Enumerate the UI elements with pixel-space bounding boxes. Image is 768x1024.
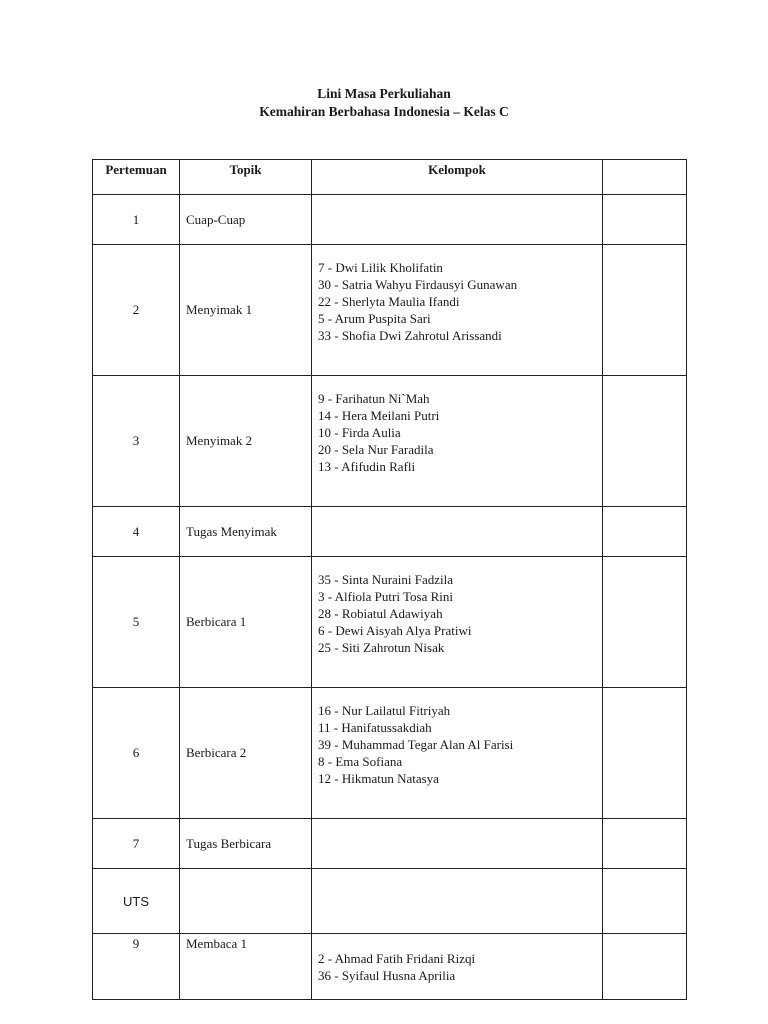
cell-topik: Berbicara 2 <box>180 688 312 819</box>
table-row <box>93 557 687 688</box>
document-title: Lini Masa Perkuliahan <box>317 86 451 101</box>
cell-kelompok <box>312 688 603 819</box>
cell-kelompok <box>312 819 603 869</box>
member-name: 16 - Nur Lailatul Fitriyah <box>318 703 451 718</box>
table-header-row <box>93 160 687 195</box>
member-name: 35 - Sinta Nuraini Fadzila <box>318 572 454 587</box>
member-name: 11 - Hanifatussakdiah <box>318 720 432 735</box>
member-name: 22 - Sherlyta Maulia Ifandi <box>318 294 460 309</box>
member-name: 39 - Muhammad Tegar Alan Al Farisi <box>318 737 514 752</box>
cell-topik: Tugas Berbicara <box>180 819 312 869</box>
cell-extra <box>603 376 687 507</box>
cell-topik: Menyimak 2 <box>180 376 312 507</box>
cell-topik: Berbicara 1 <box>180 557 312 688</box>
member-name: 8 - Ema Sofiana <box>318 754 403 769</box>
cell-kelompok <box>312 245 603 376</box>
cell-extra <box>603 507 687 557</box>
table-row <box>93 245 687 376</box>
member-name: 5 - Arum Puspita Sari <box>318 311 431 326</box>
cell-extra <box>603 195 687 245</box>
member-name: 36 - Syifaul Husna Aprilia <box>318 968 456 983</box>
header-kelompok: Kelompok <box>312 160 603 195</box>
member-name: 30 - Satria Wahyu Firdausyi Gunawan <box>318 277 518 292</box>
cell-extra <box>603 819 687 869</box>
member-name: 10 - Firda Aulia <box>318 425 401 440</box>
cell-topik: Membaca 1 <box>180 934 312 1000</box>
cell-extra <box>603 934 687 1000</box>
member-name: 12 - Hikmatun Natasya <box>318 771 439 786</box>
member-name: 13 - Afifudin Rafli <box>318 459 416 474</box>
cell-extra <box>603 557 687 688</box>
cell-kelompok <box>312 934 603 1000</box>
cell-kelompok <box>312 557 603 688</box>
member-name: 2 - Ahmad Fatih Fridani Rizqi <box>318 951 476 966</box>
cell-kelompok <box>312 376 603 507</box>
cell-pertemuan: 1 <box>93 195 180 245</box>
cell-kelompok <box>312 195 603 245</box>
table-row <box>93 507 687 557</box>
member-name: 25 - Siti Zahrotun Nisak <box>318 640 445 655</box>
document-subtitle: Kemahiran Berbahasa Indonesia – Kelas C <box>259 104 509 119</box>
cell-extra <box>603 869 687 934</box>
cell-kelompok <box>312 869 603 934</box>
member-name: 6 - Dewi Aisyah Alya Pratiwi <box>318 623 472 638</box>
cell-pertemuan: 4 <box>93 507 180 557</box>
table-row <box>93 376 687 507</box>
cell-pertemuan: 3 <box>93 376 180 507</box>
cell-extra <box>603 245 687 376</box>
cell-topik <box>180 869 312 934</box>
table-row <box>93 869 687 934</box>
cell-topik: Menyimak 1 <box>180 245 312 376</box>
schedule-table <box>92 159 687 1000</box>
cell-pertemuan: 9 <box>93 934 180 1000</box>
header-pertemuan: Pertemuan <box>93 160 180 195</box>
table-row <box>93 819 687 869</box>
member-name: 28 - Robiatul Adawiyah <box>318 606 443 621</box>
cell-topik: Tugas Menyimak <box>180 507 312 557</box>
member-name: 20 - Sela Nur Faradila <box>318 442 434 457</box>
cell-pertemuan: UTS <box>93 869 180 934</box>
cell-pertemuan: 2 <box>93 245 180 376</box>
cell-topik: Cuap-Cuap <box>180 195 312 245</box>
header-topik: Topik <box>180 160 312 195</box>
member-name: 14 - Hera Meilani Putri <box>318 408 440 423</box>
table-row <box>93 934 687 1000</box>
member-name: 3 - Alfiola Putri Tosa Rini <box>318 589 453 604</box>
table-row <box>93 688 687 819</box>
cell-pertemuan: 5 <box>93 557 180 688</box>
header-extra <box>603 160 687 195</box>
cell-pertemuan: 7 <box>93 819 180 869</box>
member-name: 33 - Shofia Dwi Zahrotul Arissandi <box>318 328 502 343</box>
cell-extra <box>603 688 687 819</box>
cell-kelompok <box>312 507 603 557</box>
table-row <box>93 195 687 245</box>
member-name: 9 - Farihatun Ni`Mah <box>318 391 430 406</box>
cell-pertemuan: 6 <box>93 688 180 819</box>
member-name: 7 - Dwi Lilik Kholifatin <box>318 260 443 275</box>
